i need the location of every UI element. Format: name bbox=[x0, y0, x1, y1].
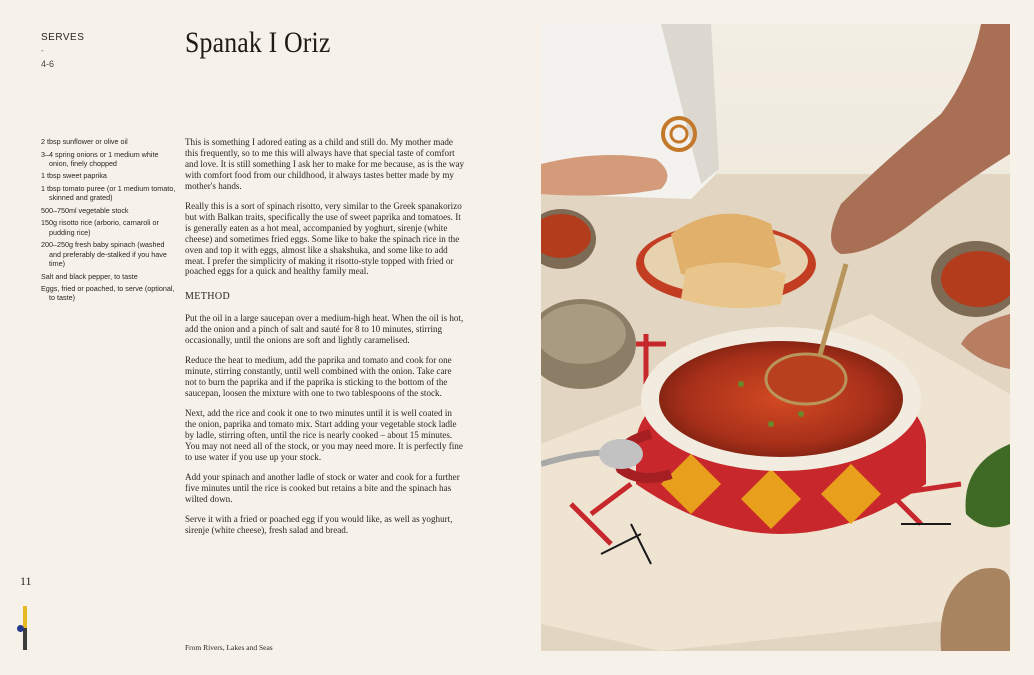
ingredient-item: 500–750ml vegetable stock bbox=[41, 205, 129, 215]
method-step: Put the oil in a large saucepan over a medium-high heat. When the oil is hot, add the onion and a pinch of salt and sauté for 8 to 10 minutes, stirring occasionally, until the onions are soft and lightly caramelised. bbox=[185, 313, 464, 346]
recipe-title: Spanak I Oriz bbox=[185, 26, 331, 59]
ingredient-item: 150g risotto rice (arborio, carnaroli or pudding rice) bbox=[41, 218, 159, 237]
ladle-bowl bbox=[766, 354, 846, 404]
ingredient-item: 1 tbsp sweet paprika bbox=[41, 171, 107, 181]
intro-paragraph: This is something I adored eating as a child and still do. My mother made this frequently, so to me this will always have that special taste of comfort and love. It is still something I ask her to make for me because, as is the way with comfort food from our childhood, it always tastes better made by my mother's hands. bbox=[185, 137, 465, 191]
serves-label: SERVES bbox=[41, 32, 85, 43]
person-hand-left bbox=[541, 155, 667, 196]
serves-dash: - bbox=[41, 46, 44, 55]
method-heading: METHOD bbox=[185, 291, 231, 303]
ingredient-item: Eggs, fried or poached, to serve (optional, to taste) bbox=[41, 284, 175, 303]
footer-book-title: From Rivers, Lakes and Seas bbox=[185, 643, 273, 652]
method-step: Next, add the rice and cook it one to two minutes until it is well coated in the onion, paprika and tomato mix. Start adding your vegetable stock ladle by ladle, stirring often, until the rice is nearly cooked – about 15 minutes. You may not need all of the stock, or you may need more. It is perfectly fine to use water if you use up your stock. bbox=[185, 408, 463, 462]
ingredient-item: 2 tbsp sunflower or olive oil bbox=[41, 137, 128, 146]
page-marker-yellow bbox=[23, 606, 27, 628]
recipe-photo bbox=[541, 24, 1010, 651]
ingredient-item: 3–4 spring onions or 1 medium white onion, finely chopped bbox=[41, 149, 159, 168]
method-step: Serve it with a fried or poached egg if you would like, as well as yoghurt, sirenje (white cheese), fresh salad and bread. bbox=[185, 513, 453, 535]
ingredient-item: 200–250g fresh baby spinach (washed and preferably de-stalked if you have time) bbox=[41, 240, 167, 269]
method-step: Reduce the heat to medium, add the paprika and tomato and cook for one minute, stirring constantly, until well combined with the onion. Take care not to burn the paprika and if the paprika is sticking to the bottom of the saucepan, loosen the mixture with one to two tablespoons of the stock. bbox=[185, 355, 452, 399]
page-marker-dot bbox=[17, 625, 24, 632]
serves-value: 4-6 bbox=[41, 59, 55, 69]
page-marker-dark bbox=[23, 628, 27, 650]
ingredient-item: Salt and black pepper, to taste bbox=[41, 271, 138, 281]
ingredient-list bbox=[41, 137, 176, 306]
ingredient-item: 1 tbsp tomato puree (or 1 medium tomato, skinned and grated) bbox=[41, 183, 176, 203]
method-step: Add your spinach and another ladle of stock or water and cook for a further five minutes until the rice is cooked but retains a bite and the spinach has wilted down. bbox=[185, 471, 460, 504]
page-number: 11 bbox=[20, 574, 32, 588]
intro-paragraph: Really this is a sort of spinach risotto, very similar to the Greek spanakorizo but with Balkan traits, specifically the use of sweet paprika and tomatoes. It is generally eaten as a hot meal, accompanied by yoghurt, sirenje (white cheese) and sometimes fried eggs. Some like to bake the spinach rice in the oven and top it with eggs, almost like a shakshuka, and some like to add meat. I prefer the simplicity of making it risotto-style topped with fried or poached eggs for a quick and healthy family meal. bbox=[185, 200, 462, 277]
recipe-body bbox=[185, 137, 465, 545]
